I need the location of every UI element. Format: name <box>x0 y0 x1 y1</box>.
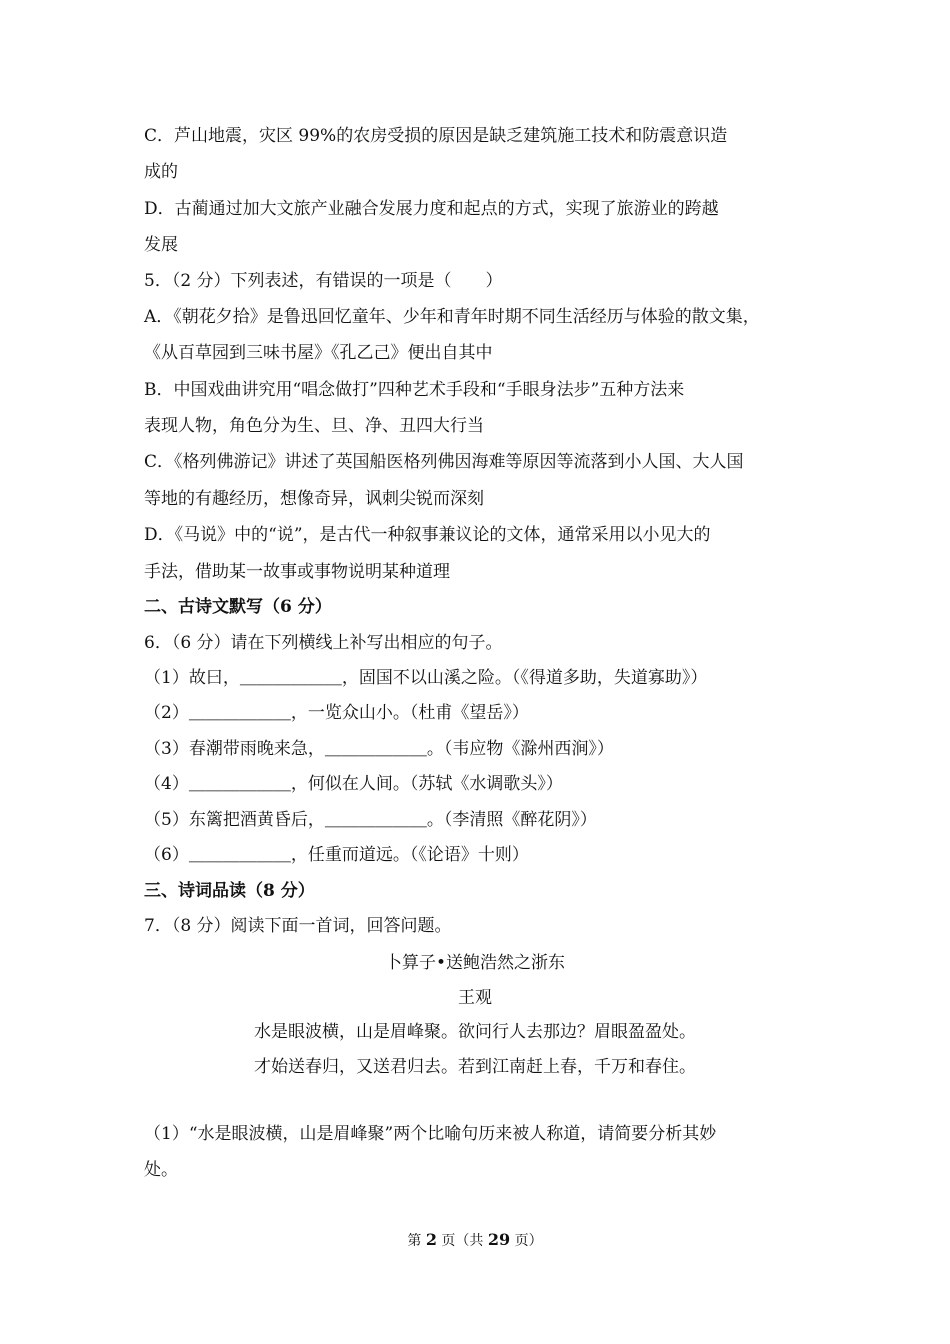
q5-option-b-line2: 表现人物，角色分为生、旦、净、丑四大行当 <box>144 416 484 436</box>
q6-item-4: （4）＿＿＿＿＿＿，何似在人间。（苏轼《水调歌头》） <box>144 774 563 794</box>
section2-heading: 二、古诗文默写（6 分） <box>144 597 332 617</box>
q5-option-c-line1: C．《格列佛游记》讲述了英国船医格列佛因海难等原因等流落到小人国、大人国 <box>144 452 744 472</box>
q4-option-c-line2: 成的 <box>144 162 178 182</box>
q5-option-b-line1: B．中国戏曲讲究用“唱念做打”四种艺术手段和“手眼身法步”五种方法来 <box>144 380 685 400</box>
footer-middle: 页（共 <box>436 1233 488 1249</box>
section3-heading: 三、诗词品读（8 分） <box>144 881 315 901</box>
poem-title: 卜算子•送鲍浩然之浙东 <box>384 953 566 973</box>
footer-prefix: 第 <box>407 1233 426 1249</box>
page-footer <box>0 1230 950 1251</box>
poem-line-2: 才始送春归，又送君归去。若到江南赶上春，千万和春住。 <box>254 1057 696 1077</box>
q5-option-d-line1: D．《马说》中的“说”，是古代一种叙事兼议论的文体，通常采用以小见大的 <box>144 525 711 545</box>
q4-option-d-line1: D．古蔺通过加大文旅产业融合发展力度和起点的方式，实现了旅游业的跨越 <box>144 199 719 219</box>
q5-option-a-line2: 《从百草园到三味书屋》《孔乙己》便出自其中 <box>144 343 493 363</box>
footer-total-pages: 29 <box>487 1230 511 1249</box>
q5-option-a-line1: A．《朝花夕拾》是鲁迅回忆童年、少年和青年时期不同生活经历与体验的散文集， <box>144 307 760 327</box>
q6-item-1: （1）故曰，＿＿＿＿＿＿，固国不以山溪之险。（《得道多助，失道寡助》） <box>144 668 708 688</box>
footer-suffix: 页） <box>510 1233 543 1249</box>
poem-line-1: 水是眼波横，山是眉峰聚。欲问行人去那边？眉眼盈盈处。 <box>254 1022 696 1042</box>
q7-subquestion-1-line2: 处。 <box>144 1160 178 1180</box>
q6-stem: 6．（6 分）请在下列横线上补写出相应的句子。 <box>144 633 503 653</box>
q6-item-6: （6）＿＿＿＿＿＿，任重而道远。（《论语》十则） <box>144 845 529 865</box>
q5-option-c-line2: 等地的有趣经历，想像奇异，讽刺尖锐而深刻 <box>144 489 484 509</box>
q7-subquestion-1-line1: （1）“水是眼波横，山是眉峰聚”两个比喻句历来被人称道，请简要分析其妙 <box>144 1124 717 1144</box>
q5-option-d-line2: 手法，借助某一故事或事物说明某种道理 <box>144 562 450 582</box>
q6-item-2: （2）＿＿＿＿＿＿，一览众山小。（杜甫《望岳》） <box>144 703 529 723</box>
q6-item-3: （3）春潮带雨晚来急，＿＿＿＿＿＿。（韦应物《滁州西涧》） <box>144 739 614 759</box>
q4-option-d-line2: 发展 <box>144 235 178 255</box>
q6-item-5: （5）东篱把酒黄昏后，＿＿＿＿＿＿。（李清照《醉花阴》） <box>144 810 597 830</box>
q5-stem: 5．（2 分）下列表述，有错误的一项是（ ） <box>144 271 503 291</box>
footer-page-number: 2 <box>425 1230 437 1249</box>
q7-stem: 7．（8 分）阅读下面一首词，回答问题。 <box>144 916 452 936</box>
q4-option-c-line1: C．芦山地震，灾区 99%的农房受损的原因是缺乏建筑施工技术和防震意识造 <box>144 126 728 146</box>
poem-author: 王观 <box>458 988 492 1008</box>
